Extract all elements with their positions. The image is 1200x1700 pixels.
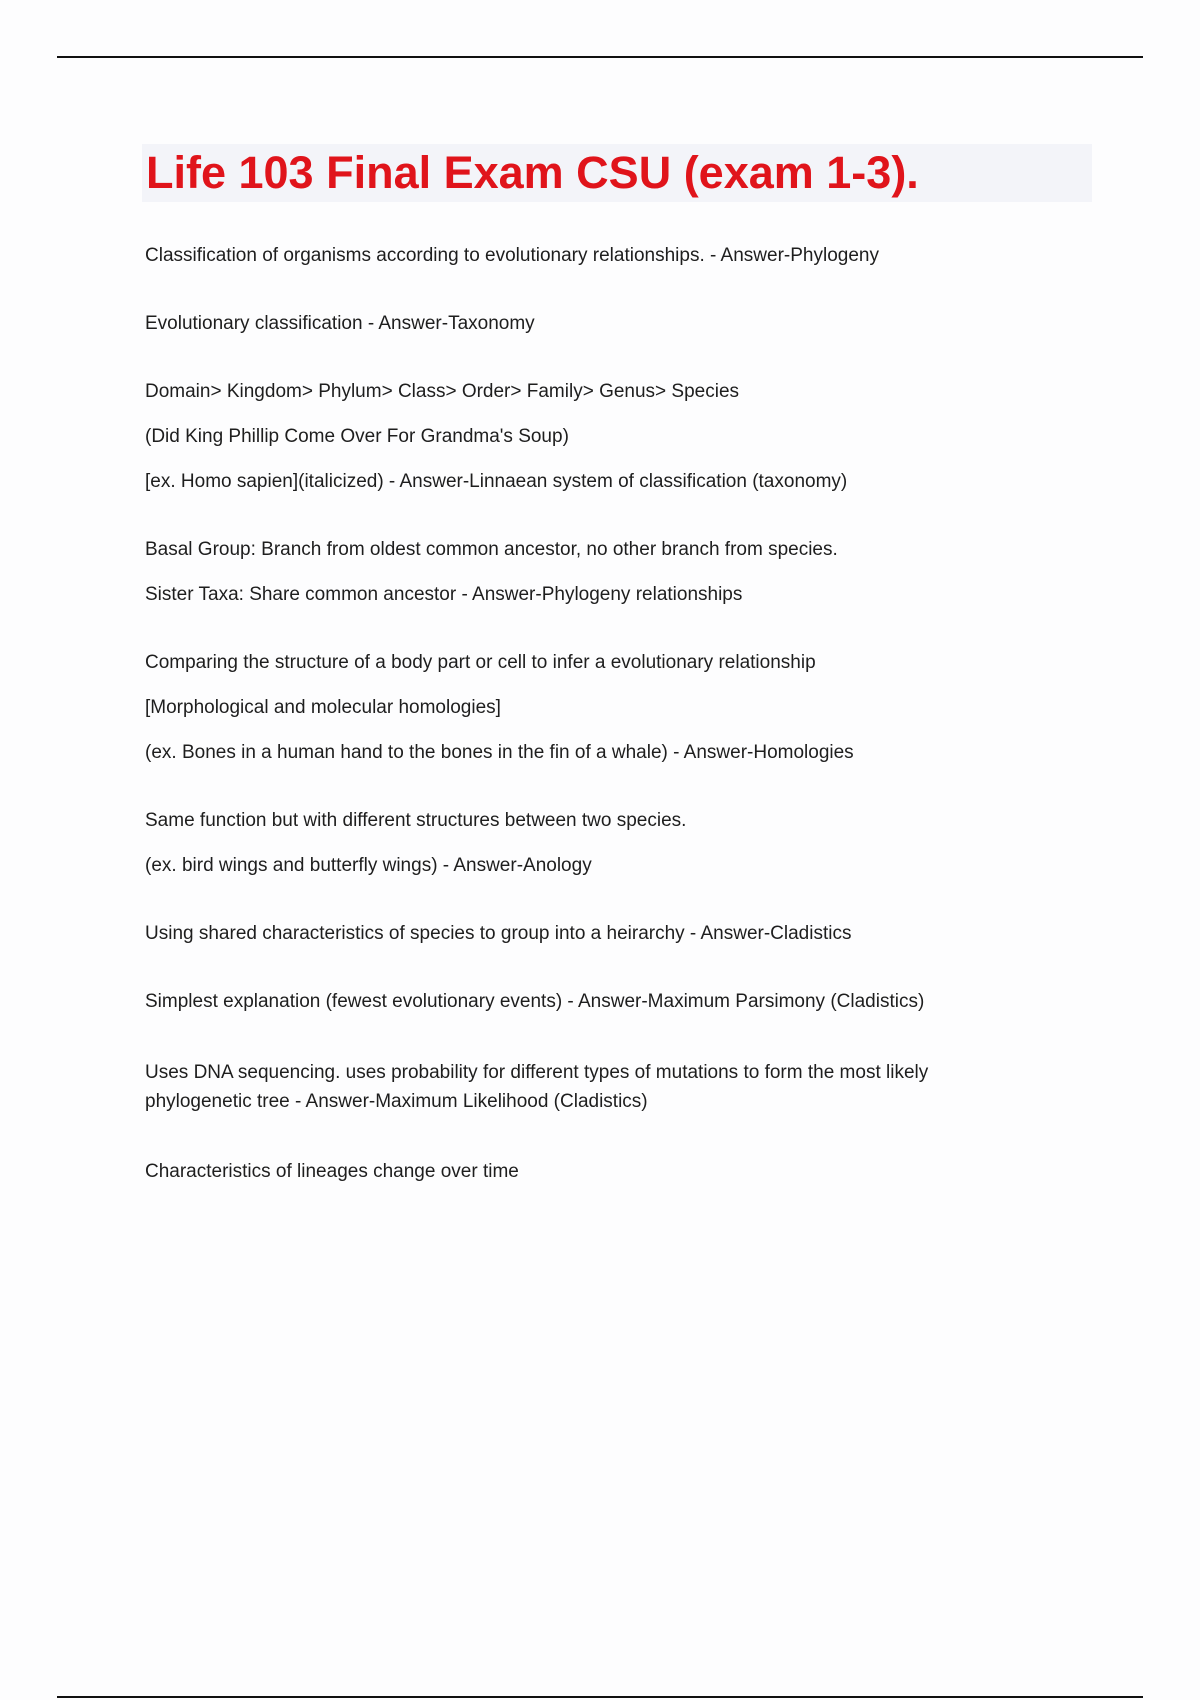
bottom-rule — [57, 1696, 1143, 1698]
entry-line: Sister Taxa: Share common ancestor - Answer-Phylogeny relationships — [145, 584, 743, 605]
entry-line: [ex. Homo sapien](italicized) - Answer-Linnaean system of classification (taxonomy) — [145, 471, 848, 492]
document-body — [145, 244, 1015, 1228]
entry-homologies — [145, 651, 1015, 765]
entry-anology — [145, 809, 1015, 878]
entry-line: Uses DNA sequencing. uses probability for different types of mutations to form the most likely phylogenetic tree - Answer-Maximum Likelihood (Cladistics) — [145, 1062, 929, 1112]
top-rule — [57, 56, 1143, 58]
entry-line: Domain> Kingdom> Phylum> Class> Order> Family> Genus> Species — [145, 381, 740, 402]
entry-maximum-parsimony — [145, 990, 1015, 1014]
entry-line: (Did King Phillip Come Over For Grandma's Soup) — [145, 426, 569, 447]
entry-phylogeny — [145, 244, 1015, 268]
entry-line: Classification of organisms according to evolutionary relationships. - Answer-Phylogeny — [145, 245, 879, 266]
entry-linnaean-system — [145, 380, 1015, 494]
entry-maximum-likelihood — [145, 1058, 1015, 1116]
entry-line: Basal Group: Branch from oldest common ancestor, no other branch from species. — [145, 539, 838, 560]
entry-lineage-change — [145, 1160, 1015, 1184]
entry-line: Comparing the structure of a body part or cell to infer a evolutionary relationship — [145, 652, 816, 673]
entry-cladistics — [145, 922, 1015, 946]
entry-phylogeny-relationships — [145, 538, 1015, 607]
entry-line: (ex. bird wings and butterfly wings) - Answer-Anology — [145, 855, 592, 876]
entry-line: Simplest explanation (fewest evolutionary events) - Answer-Maximum Parsimony (Cladistics) — [145, 991, 925, 1012]
entry-line: Evolutionary classification - Answer-Taxonomy — [145, 313, 535, 334]
entry-line: [Morphological and molecular homologies] — [145, 697, 501, 718]
entry-line: Using shared characteristics of species to group into a heirarchy - Answer-Cladistics — [145, 923, 852, 944]
entry-line: Same function but with different structures between two species. — [145, 810, 687, 831]
entry-line: (ex. Bones in a human hand to the bones in the fin of a whale) - Answer-Homologies — [145, 742, 854, 763]
page-title: Life 103 Final Exam CSU (exam 1-3). — [146, 147, 919, 198]
entry-taxonomy — [145, 312, 1015, 336]
entry-line: Characteristics of lineages change over time — [145, 1161, 519, 1182]
